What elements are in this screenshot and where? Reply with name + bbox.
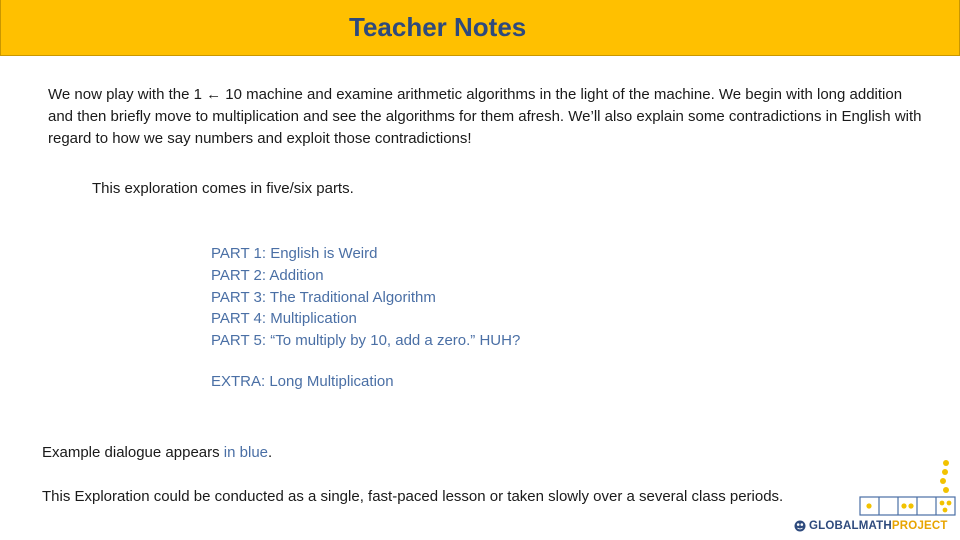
dot-icon (908, 503, 913, 508)
dialogue-note-end: . (268, 444, 273, 461)
dot-icon (943, 508, 948, 513)
dot-icon (901, 503, 906, 508)
dot-icon (943, 487, 949, 493)
dot-icon (940, 501, 945, 506)
dialogue-note-text: Example dialogue appears (42, 444, 224, 461)
dot-icon (943, 460, 949, 466)
parts-list (211, 243, 520, 352)
conduct-note: This Exploration could be conducted as a single, fast-paced lesson or taken slowly over a several class periods. (42, 488, 784, 505)
machine-box (860, 497, 955, 515)
dot-icon (942, 469, 948, 475)
dot-icon (940, 478, 946, 484)
page-title: Teacher Notes (349, 12, 527, 42)
header-bar (0, 0, 960, 56)
parts-note: This exploration comes in five/six parts. (92, 180, 354, 197)
dot-icon (947, 501, 952, 506)
dot-icon (866, 503, 871, 508)
machine-dots-graphic (858, 455, 958, 520)
list-item: PART 1: English is Weird (211, 245, 378, 262)
logo-text-global: GLOBAL (809, 520, 859, 532)
intro-paragraph: We now play with the 1 ← 10 machine and examine arithmetic algorithms in the light of the machine. We begin with long addition and then briefly move to multiplication and see the algorithms for them afresh. We’ll also explain some contradictions in English with regard to how we say numbers and exploit those contradictions! (48, 86, 922, 147)
list-item: PART 5: “To multiply by 10, add a zero.” HUH? (211, 332, 521, 350)
globe-icon (794, 520, 806, 532)
logo-text-math: MATH (858, 520, 892, 532)
list-item: PART 4: Multiplication (211, 310, 357, 328)
logo-text-project: PROJECT (891, 520, 948, 532)
global-math-project-logo (794, 517, 948, 535)
dialogue-note-blue: in blue (223, 444, 268, 461)
dialogue-note (42, 444, 272, 461)
list-item: PART 2: Addition (211, 266, 324, 284)
extra-part: EXTRA: Long Multiplication (211, 373, 394, 390)
list-item: PART 3: The Traditional Algorithm (211, 288, 436, 306)
